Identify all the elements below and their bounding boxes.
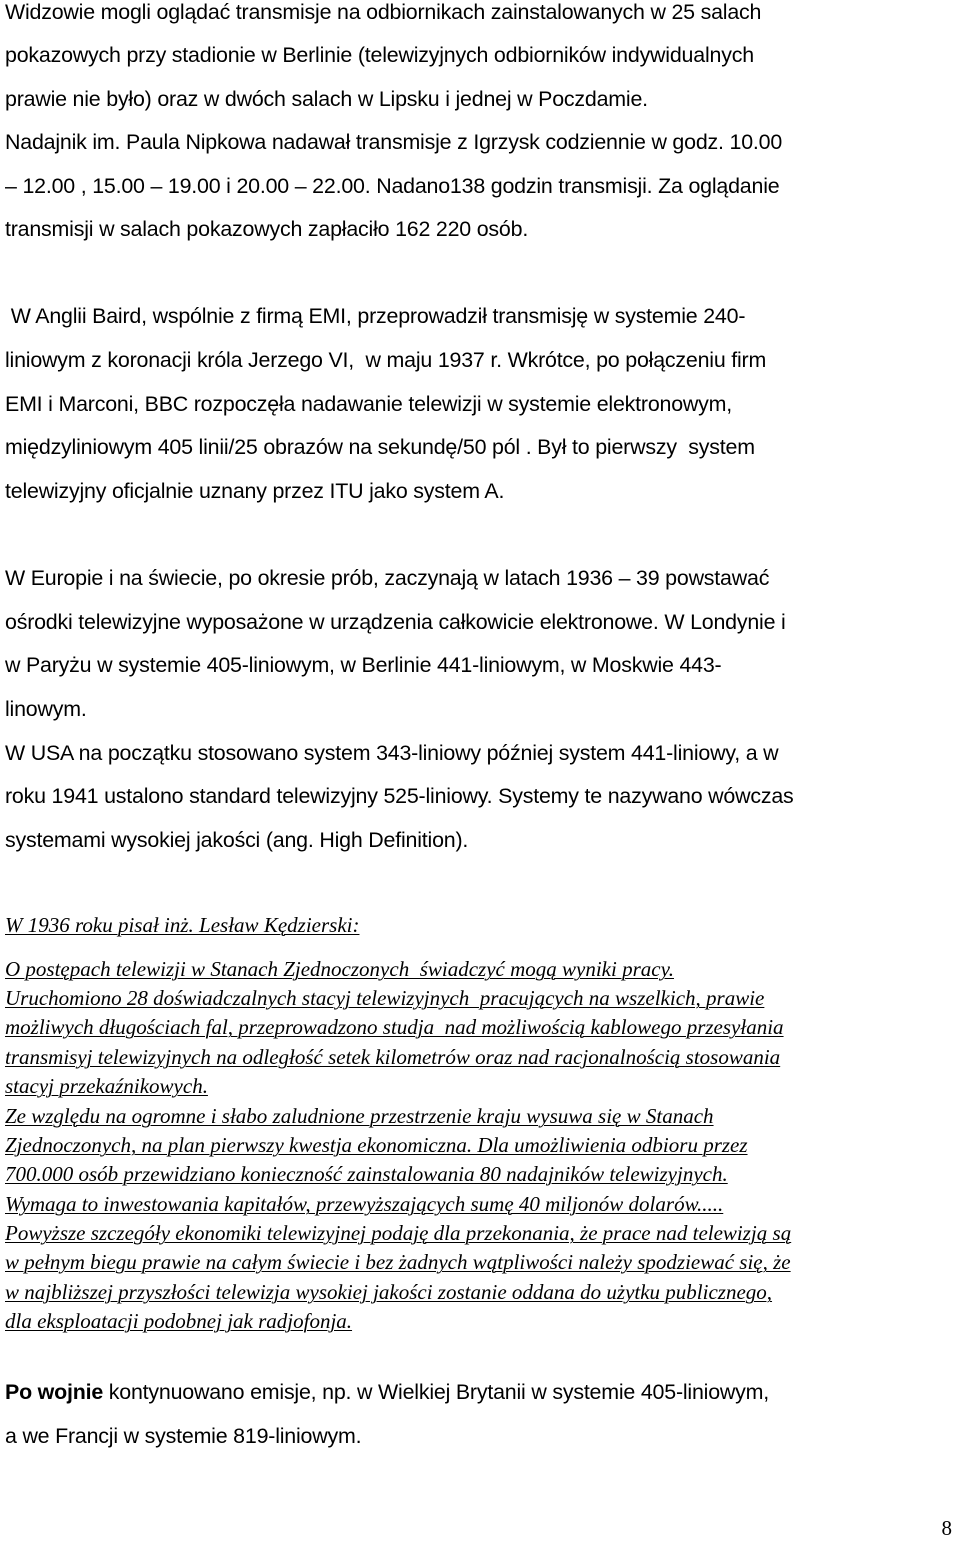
quote-line: dla eksploatacji podobnej jak radjofonja. — [5, 1309, 353, 1333]
text-line: W Europie i na świecie, po okresie prób, zaczynają w latach 1936 – 39 powstawać — [5, 566, 770, 590]
text-line — [5, 1370, 769, 1414]
quote-line: możliwych długościach fal, przeprowadzono studja nad możliwością kablowego przesyłania — [5, 1015, 784, 1039]
text-line: – 12.00 , 15.00 – 19.00 i 20.00 – 22.00. Nadano138 godzin transmisji. Za oglądanie — [5, 174, 780, 198]
quote-line: Wymaga to inwestowania kapitałów, przewyższających sumę 40 miljonów dolarów..... — [5, 1192, 724, 1216]
page-number: 8 — [941, 1516, 952, 1540]
quote-line: Zjednoczonych, na plan pierwszy kwestja ekonomiczna. Dla umożliwienia odbioru przez — [5, 1133, 748, 1157]
text-line: w Paryżu w systemie 405-liniowym, w Berlinie 441-liniowym, w Moskwie 443- — [5, 653, 722, 677]
bold-lead: Po wojnie — [5, 1380, 104, 1404]
text-line: EMI i Marconi, BBC rozpoczęła nadawanie telewizji w systemie elektronowym, — [5, 392, 733, 416]
quote-line: stacyj przekaźnikowych. — [5, 1074, 208, 1098]
quote-line: transmisyj telewizyjnych na odległość setek kilometrów oraz nad racjonalnością stosowania — [5, 1045, 781, 1069]
quote-line: w najbliższej przyszłości telewizja wysokiej jakości zostanie oddana do użytku publicznego, — [5, 1280, 773, 1304]
quote-line: Uruchomiono 28 doświadczalnych stacyj telewizyjnych pracujących na wszelkich, prawie — [5, 986, 765, 1010]
quote-line: Ze względu na ogromne i słabo zaludnione przestrzenie kraju wysuwa się w Stanach — [5, 1104, 714, 1128]
text-line: Widzowie mogli oglądać transmisje na odbiornikach zainstalowanych w 25 salach — [5, 0, 762, 24]
quote-line: O postępach telewizji w Stanach Zjednoczonych świadczyć mogą wyniki pracy. — [5, 957, 674, 981]
text-span: kontynuowano emisje, np. w Wielkiej Brytanii w systemie 405-liniowym, — [103, 1380, 770, 1404]
quote-heading: W 1936 roku pisał inż. Lesław Kędzierski: — [5, 913, 360, 937]
text-line: prawie nie było) oraz w dwóch salach w Lipsku i jednej w Poczdamie. — [5, 87, 648, 111]
text-line: W Anglii Baird, wspólnie z firmą EMI, przeprowadził transmisję w systemie 240- — [5, 304, 746, 328]
quote-line: w pełnym biegu prawie na całym świecie i bez żadnych wątpliwości należy spodziewać się, że — [5, 1250, 791, 1274]
text-line: a we Francji w systemie 819-liniowym. — [5, 1424, 362, 1448]
text-line: telewizyjny oficjalnie uznany przez ITU jako system A. — [5, 479, 505, 503]
text-line: linowym. — [5, 697, 87, 721]
text-line: systemami wysokiej jakości (ang. High Definition). — [5, 828, 469, 852]
text-line: transmisji w salach pokazowych zapłaciło 162 220 osób. — [5, 217, 529, 241]
text-line: Nadajnik im. Paula Nipkowa nadawał transmisje z Igrzysk codziennie w godz. 10.00 — [5, 130, 783, 154]
text-line: roku 1941 ustalono standard telewizyjny 525-liniowy. Systemy te nazywano wówczas — [5, 784, 794, 808]
quote-line: Powyższe szczegóły ekonomiki telewizyjnej podaję dla przekonania, że prace nad telewizją są — [5, 1221, 792, 1245]
quote-line: 700.000 osób przewidziano konieczność zainstalowania 80 nadajników telewizyjnych. — [5, 1162, 728, 1186]
text-line: międzyliniowym 405 linii/25 obrazów na sekundę/50 pól . Był to pierwszy system — [5, 435, 755, 459]
text-line: liniowym z koronacji króla Jerzego VI, w maju 1937 r. Wkrótce, po połączeniu firm — [5, 348, 767, 372]
text-line: ośrodki telewizyjne wyposażone w urządzenia całkowicie elektronowe. W Londynie i — [5, 610, 786, 634]
text-line: pokazowych przy stadionie w Berlinie (telewizyjnych odbiorników indywidualnych — [5, 43, 754, 67]
text-line: W USA na początku stosowano system 343-liniowy później system 441-liniowy, a w — [5, 741, 779, 765]
